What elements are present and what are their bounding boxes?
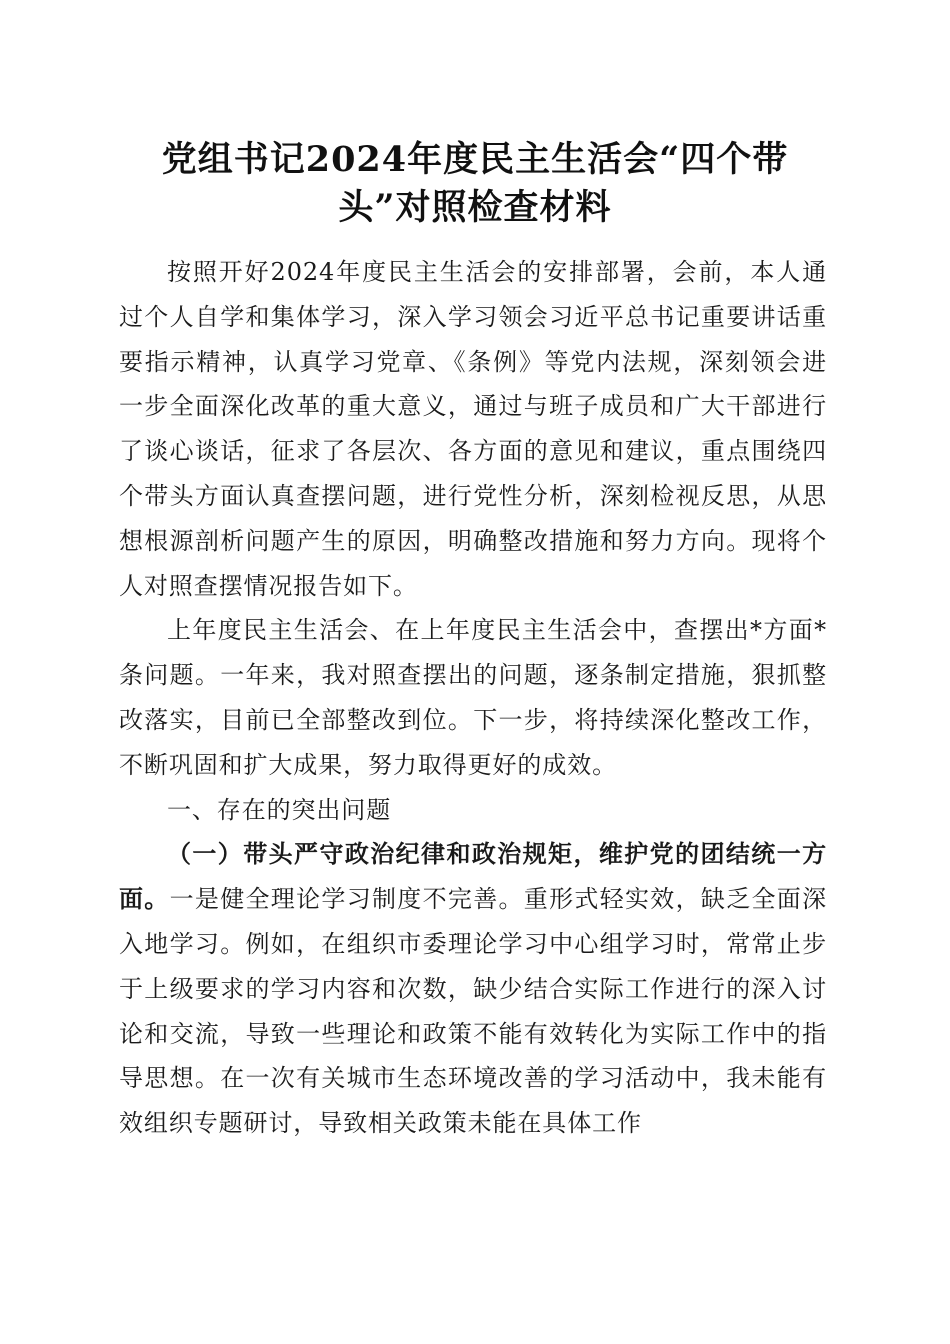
subsection-text: 一是健全理论学习制度不完善。重形式轻实效，缺乏全面深入地学习。例如，在组织市委理论学习中心组学习时，常常止步于上级要求的学习内容和次数，缺少结合实际工作进行的深入讨论和交流，导致一些理论和政策不能有效转化为实际工作中的指导思想。在一次有关城市生态环境改善的学习活动中，我未能有效组织专题研讨，导致相关政策未能在具体工作	[119, 885, 827, 1138]
document-body	[119, 250, 827, 1146]
title-line-1: 党组书记2024年度民主生活会“四个带	[161, 139, 789, 180]
subsection-lead: （一）带头严守政治纪律和政治规矩，维护党的团结统一方面。	[119, 839, 827, 914]
section-heading: 一、存在的突出问题	[167, 795, 392, 824]
title-line-2: 头”对照检查材料	[338, 187, 612, 228]
subsection-paragraph	[119, 832, 827, 1146]
previous-meeting-paragraph: 上年度民主生活会、在上年度民主生活会中，查摆出*方面*条问题。一年来，我对照查摆出的问题，逐条制定措施，狠抓整改落实，目前已全部整改到位。下一步，将持续深化整改工作，不断巩固和扩大成果，努力取得更好的成效。	[119, 616, 827, 779]
intro-paragraph: 按照开好2024年度民主生活会的安排部署，会前，本人通过个人自学和集体学习，深入学习领会习近平总书记重要讲话重要指示精神，认真学习党章、《条例》等党内法规，深刻领会进一步全面深化改革的重大意义，通过与班子成员和广大干部进行了谈心谈话，征求了各层次、各方面的意见和建议，重点围绕四个带头方面认真查摆问题，进行党性分析，深刻检视反思，从思想根源剖析问题产生的原因，明确整改措施和努力方向。现将个人对照查摆情况报告如下。	[119, 258, 827, 600]
document-title	[120, 136, 830, 232]
